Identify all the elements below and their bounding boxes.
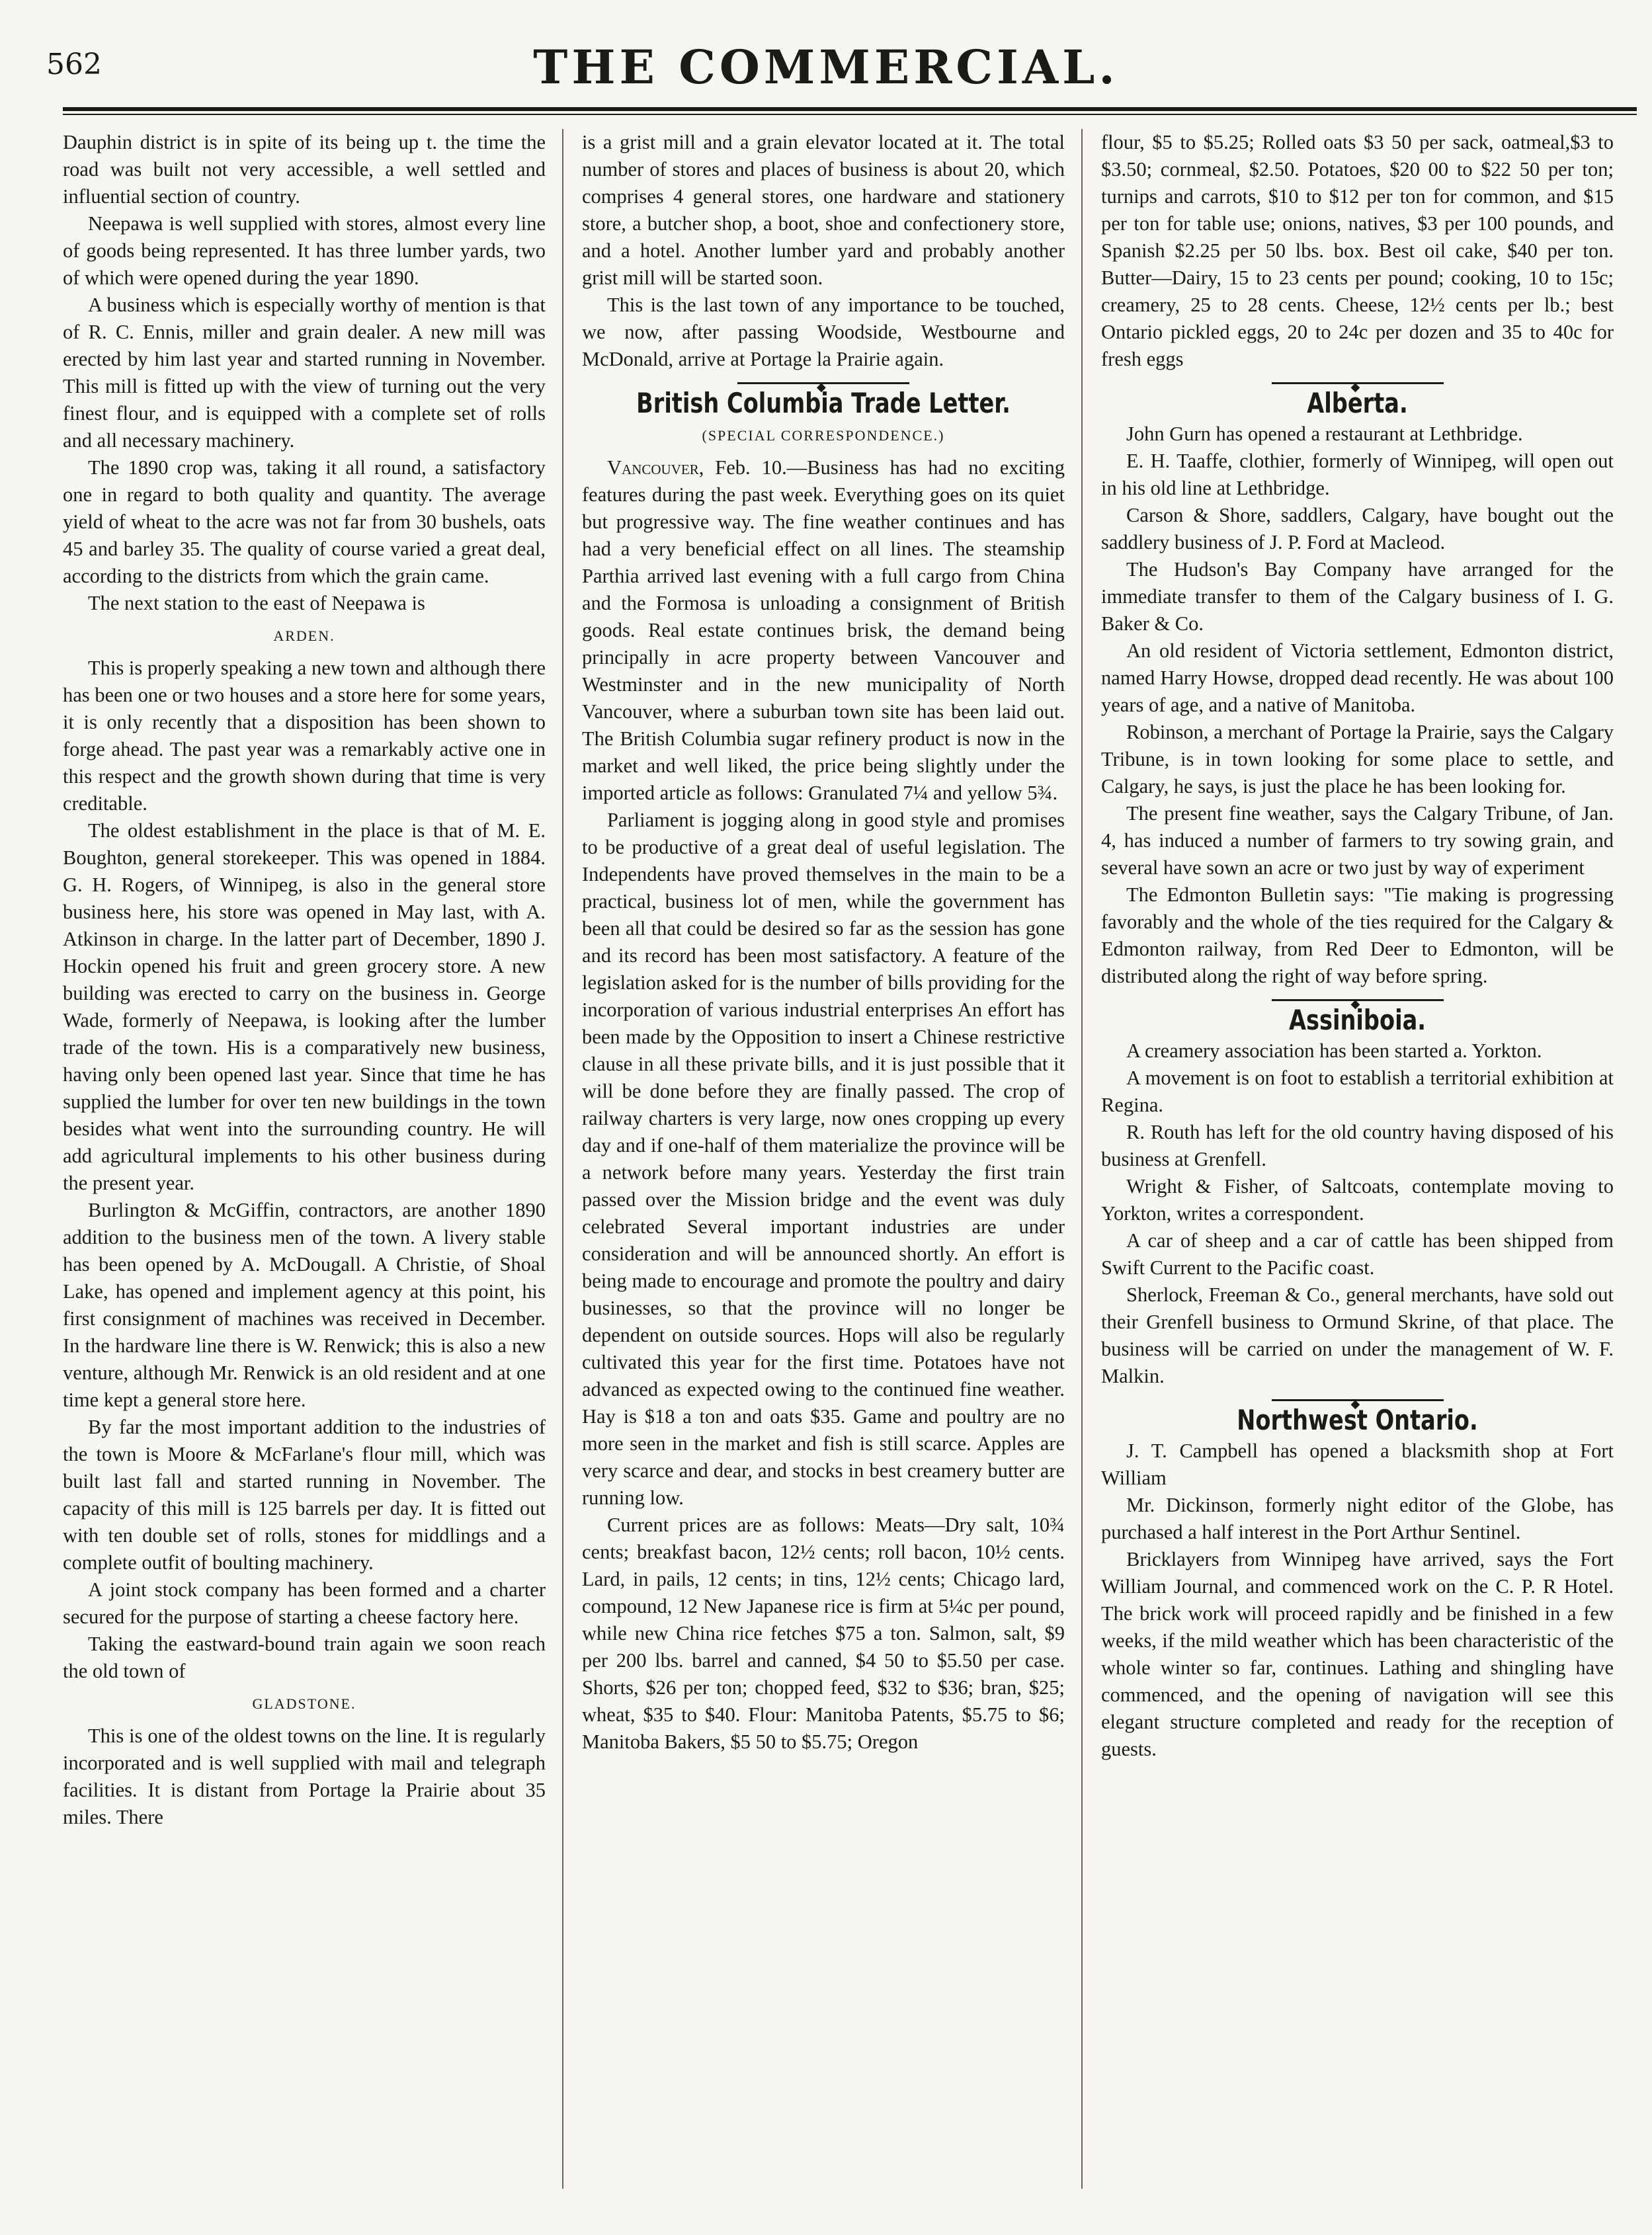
paragraph: This is properly speaking a new town and although there has been one or two houses and a store here for some years, it is only recently that a disposition has been shown to forge ahead. The past year was a remarkably active one in this respect and the growth shown during that time is very creditable. [63, 657, 546, 815]
column-1 [63, 129, 546, 2195]
publication-title: THE COMMERCIAL. [533, 40, 1119, 95]
news-item: Mr. Dickinson, formerly night editor of the Globe, has purchased a half interest in the Port Arthur Sentinel. [1101, 1494, 1614, 1543]
paragraph: A business which is especially worthy of mention is that of R. C. Ennis, miller and grain dealer. A new mill was erected by him last year and started running in November. This mill is fitted up with the view of turning out the very finest flour, and is equipped with a complete set of rolls and all necessary machinery. [63, 294, 546, 452]
news-item: A movement is on foot to establish a territorial exhibition at Regina. [1101, 1067, 1614, 1116]
news-item: J. T. Campbell has opened a blacksmith shop at Fort William [1101, 1440, 1614, 1489]
section-divider [1272, 382, 1444, 384]
section-divider [1272, 999, 1444, 1001]
news-item: Carson & Shore, saddlers, Calgary, have bought out the saddlery business of J. P. Ford at Macleod. [1101, 504, 1614, 553]
masthead-rule-thick [63, 107, 1637, 111]
section-divider [1272, 1399, 1444, 1401]
news-item: The present fine weather, says the Calgary Tribune, of Jan. 4, has induced a number of farmers to try sowing grain, and several have sown an acre or two just by way of experiment [1101, 802, 1614, 879]
paragraph: The next station to the east of Neepawa is [88, 592, 425, 614]
news-item: Wright & Fisher, of Saltcoats, contemplate moving to Yorkton, writes a correspondent. [1101, 1175, 1614, 1225]
page-number: 562 [46, 48, 102, 81]
paragraph: This is one of the oldest towns on the line. It is regularly incorporated and is well supplied with mail and telegraph facilities. It is distant from Portage la Prairie about 35 miles. There [63, 1725, 546, 1828]
dateline: Vancouver, [607, 456, 704, 479]
town-subheading: ARDEN. [273, 628, 335, 644]
news-item: An old resident of Victoria settlement, Edmonton district, named Harry Howse, dropped dead recently. He was about 100 years of age, and a native of Manitoba. [1101, 639, 1614, 716]
paragraph: Neepawa is well supplied with stores, almost every line of goods being represented. It has three lumber yards, two of which were opened during the year 1890. [63, 212, 546, 289]
paragraph: flour, $5 to $5.25; Rolled oats $3 50 per sack, oatmeal,$3 to $3.50; cornmeal, $2.50. Potatoes, $20 00 to $22 50 per ton; turnips and carrots, $10 to $12 per ton for common, and $15 per ton for table use; onions, natives, $3 per 100 pounds, and Spanish $2.25 per 50 lbs. box. Best oil cake, $40 per ton. Butter—Dairy, 15 to 23 cents per pound; cooking, 10 to 15c; creamery, 25 to 28 cents. Cheese, 12½ cents per lb.; best Ontario pickled eggs, 20 to 24c per dozen and 35 to 40c for fresh eggs [1101, 131, 1614, 370]
news-item: Sherlock, Freeman & Co., general merchants, have sold out their Grenfell business to Ormund Skrine, of that place. The business will be carried on under the management of W. F. Malkin. [1101, 1283, 1614, 1387]
column-divider [1081, 129, 1083, 2189]
paragraph: A joint stock company has been formed and a charter secured for the purpose of starting a cheese factory here. [63, 1578, 546, 1628]
paragraph: Parliament is jogging along in good style and promises to be productive of a great deal of useful legislation. The Independents have proved themselves in the main to be a practical, business lot of men, while the government has been all that could be desired so far as the session has gone and its record has been most satisfactory. A feature of the legislation asked for is the number of bills providing for the incorporation of various industrial enterprises An effort has been made by the Opposition to insert a Chinese restrictive clause in all these private bills, and it is just possible that it will be done before they are finally passed. The crop of railway charters is very large, now ones cropping up every day and if one-half of them materialize the province will be a network before many years. Yesterday the first train passed over the Mission bridge and the event was duly celebrated Several important industries are under consideration and will be announced shortly. An effort is being made to encourage and promote the poultry and dairy businesses, so that the province will no longer be dependent on outside sources. Hops will also be regularly cultivated this year for the first time. Potatoes have not advanced as expected owing to the continued fine weather. Hay is $18 a ton and oats $35. Game and poultry are no more seen in the market and fish is still scarce. Apples are very scarce and dear, and stocks in best creamery butter are running low. [582, 809, 1065, 1509]
section-subheading: (SPECIAL CORRESPONDENCE.) [702, 427, 945, 444]
news-item: Robinson, a merchant of Portage la Prairie, says the Calgary Tribune, is in town looking for some place to settle, and Calgary, he says, is just the place he has been looking for. [1101, 721, 1614, 797]
news-item: The Edmonton Bulletin says: "Tie making is progressing favorably and the whole of the ties required for the Calgary & Edmonton railway, from Red Deer to Edmonton, will be distributed along the right of way before spring. [1101, 883, 1614, 987]
column-2 [582, 129, 1065, 2195]
paragraph: Current prices are as follows: Meats—Dry salt, 10¾ cents; breakfast bacon, 12½ cents; roll bacon, 10½ cents. Lard, in pails, 12 cents; in tins, 12½ cents; Chicago lard, compound, 12 New Japanese rice is firm at 5¼c per pound, while new China rice fetches $75 a ton. Salmon, salt, $9 per 200 lbs. barrel and canned, $4 50 to $5.50 per case. Shorts, $26 per ton; chopped feed, $32 to $36; bran, $25; wheat, $35 to $40. Flour: Manitoba Patents, $5.75 to $6; Manitoba Bakers, $5 50 to $5.75; Oregon [582, 1514, 1065, 1753]
paragraph: Burlington & McGiffin, contractors, are another 1890 addition to the business men of the town. A livery stable has been opened by A. McDougall. A Christie, of Shoal Lake, has opened and implement agency at this point, his first consignment of machines was received in December. In the hardware line there is W. Renwick; this is also a new venture, although Mr. Renwick is an old resident and at one time kept a general store here. [63, 1199, 546, 1411]
news-item: Bricklayers from Winnipeg have arrived, says the Fort William Journal, and commenced work on the C. P. R Hotel. The brick work will proceed rapidly and be finished in a few weeks, if the mild weather which has been characteristic of the whole winter so far, continues. Lathing and shingling have commenced, and the opening of navigation will see this elegant structure completed and ready for the reception of guests. [1101, 1548, 1614, 1760]
section-heading: Northwest Ontario. [1237, 1404, 1478, 1436]
paragraph: By far the most important addition to the industries of the town is Moore & McFarlane's flour mill, which was built last fall and started running in November. The capacity of this mill is 125 barrels per day. It is fitted out with ten double set of rolls, stones for middlings and a complete outfit of boulting machinery. [63, 1416, 546, 1574]
news-item: R. Routh has left for the old country having disposed of his business at Grenfell. [1101, 1121, 1614, 1170]
paragraph-text: Feb. 10.—Business has had no exciting features during the past week. Everything goes on its quiet but progressive way. The fine weather continues and has had a very beneficial effect on all lines. The steamship Parthia arrived last evening with a full cargo from China and the Formosa is unloading a consignment of British goods. Real estate continues brisk, the demand being principally in acre property between Vancouver and Westminster and in the new municipality of North Vancouver, where a suburban town site has been laid out. The British Columbia sugar refinery product is now in the market and well liked, the price being slightly under the imported article as follows: Granulated 7¼ and yellow 5¾. [582, 456, 1065, 804]
column-divider [562, 129, 563, 2189]
news-item: E. H. Taaffe, clothier, formerly of Winnipeg, will open out in his old line at Lethbridge. [1101, 450, 1614, 499]
section-divider [737, 382, 909, 384]
news-item: John Gurn has opened a restaurant at Lethbridge. [1126, 423, 1523, 445]
paragraph [582, 454, 1065, 807]
news-item: The Hudson's Bay Company have arranged for the immediate transfer to them of the Calgary business of I. G. Baker & Co. [1101, 558, 1614, 635]
section-heading: Assiniboia. [1288, 1004, 1426, 1036]
paragraph: This is the last town of any importance to be touched, we now, after passing Woodside, Westbourne and McDonald, arrive at Portage la Prairie again. [582, 294, 1065, 370]
news-item: A creamery association has been started a. Yorkton. [1126, 1039, 1542, 1062]
paragraph: is a grist mill and a grain elevator located at it. The total number of stores and places of business is about 20, which comprises 4 general stores, one hardware and stationery store, a butcher shop, a boot, shoe and confectionery store, and a hotel. Another lumber yard and probably another grist mill will be started soon. [582, 131, 1065, 289]
column-3 [1101, 129, 1614, 2195]
masthead-rule-thin [63, 114, 1637, 115]
paragraph: The oldest establishment in the place is that of M. E. Boughton, general storekeeper. This was opened in 1884. G. H. Rogers, of Winnipeg, is also in the general store business here, his store was opened in May last, with A. Atkinson in charge. In the latter part of December, 1890 J. Hockin opened his fruit and green grocery store. A new building was erected to carry on the business in. George Wade, formerly of Neepawa, is looking after the lumber trade of the town. His is a comparatively new business, having only been opened last year. Since that time he has supplied the lumber for over ten new buildings in the town besides what went into the surrounding country. He will add agricultural implements to his other business during the present year. [63, 819, 546, 1194]
section-heading: British Columbia Trade Letter. [636, 387, 1011, 419]
town-subheading: GLADSTONE. [252, 1695, 356, 1712]
masthead [0, 0, 1652, 126]
news-item: A car of sheep and a car of cattle has been shipped from Swift Current to the Pacific coast. [1101, 1229, 1614, 1279]
paragraph: Dauphin district is in spite of its being up t. the time the road was built not very accessible, a well settled and influential section of country. [63, 131, 546, 208]
paragraph: The 1890 crop was, taking it all round, a satisfactory one in regard to both quality and quantity. The average yield of wheat to the acre was not far from 30 bushels, oats 45 and barley 35. The quality of course varied a great deal, according to the districts from which the grain came. [63, 456, 546, 587]
paragraph: Taking the eastward-bound train again we soon reach the old town of [63, 1633, 546, 1682]
section-heading: Alberta. [1307, 387, 1408, 419]
